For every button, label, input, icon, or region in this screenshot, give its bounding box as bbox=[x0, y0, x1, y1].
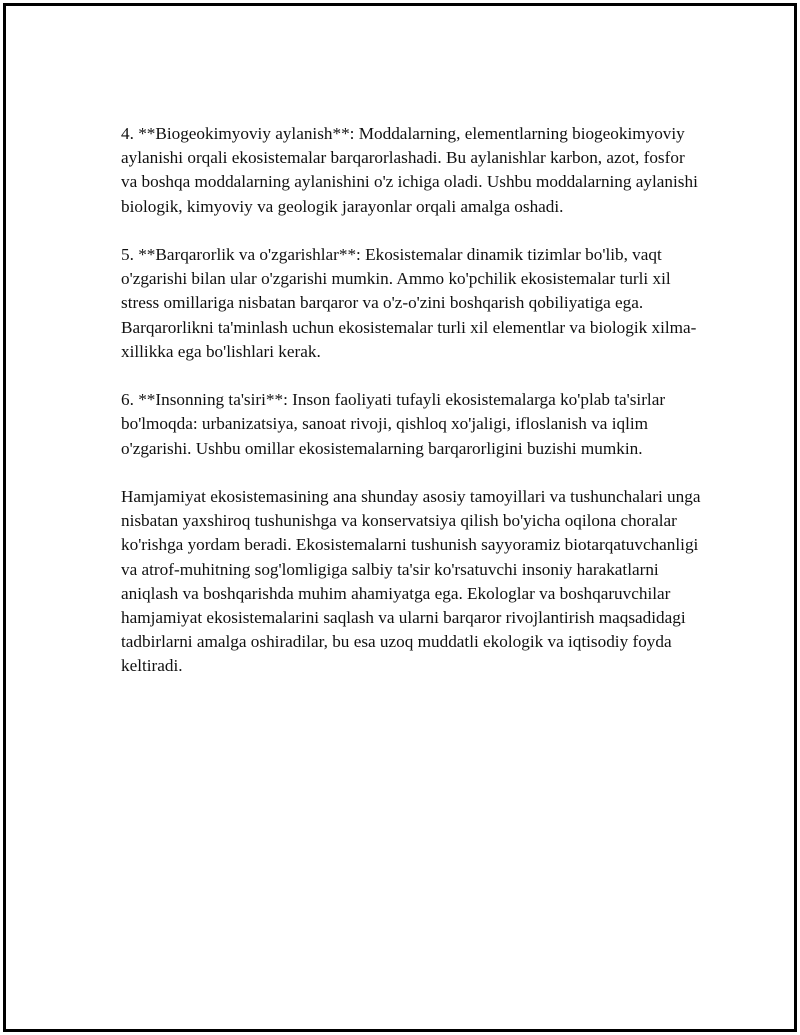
paragraph-human-impact: 6. **Insonning ta'siri**: Inson faoliyati tufayli ekosistemalarga ko'plab ta'sirlar bo'lmoqda: urbanizatsiya, sanoat rivoji, qishloq xo'jaligi, ifloslanish va iqlim o'zgarishi. Ushbu omillar ekosistemalarning barqarorligini buzishi mumkin. bbox=[121, 390, 666, 458]
paragraph-conclusion: Hamjamiyat ekosistemasining ana shunday asosiy tamoyillari va tushunchalari unga nisbatan yaxshiroq tushunishga va konservatsiya qilish bo'yicha oqilona choralar ko'rishga yordam beradi. Ekosistemalarni tushunish sayyoramiz biotarqatuvchanligi va atrof-muhitning sog'lomligiga salbiy ta'sir ko'rsatuvchi insoniy harakatlarni aniqlash va boshqarishda muhim ahamiyatga ega. Ekologlar va boshqaruvchilar hamjamiyat ekosistemalarini saqlash va ularni barqaror rivojlantirish maqsadidagi tadbirlarni amalga oshiradilar, bu esa uzoq muddatli ekologik va iqtisodiy foyda keltiradi. bbox=[121, 487, 701, 676]
document-body bbox=[121, 122, 701, 703]
paragraph-biogeochemical-cycle: 4. **Biogeokimyoviy aylanish**: Moddalarning, elementlarning biogeokimyoviy aylanishi orqali ekosistemalar barqarorlashadi. Bu aylanishlar karbon, azot, fosfor va boshqa moddalarning aylanishini o'z ichiga oladi. Ushbu moddalarning aylanishi biologik, kimyoviy va geologik jarayonlar orqali amalga oshadi. bbox=[121, 124, 698, 216]
paragraph-stability-and-change: 5. **Barqarorlik va o'zgarishlar**: Ekosistemalar dinamik tizimlar bo'lib, vaqt o'zgarishi bilan ular o'zgarishi mumkin. Ammo ko'pchilik ekosistemalar turli xil stress omillariga nisbatan barqaror va o'z-o'zini boshqarish qobiliyatiga ega. Barqarorlikni ta'minlash uchun ekosistemalar turli xil elementlar va biologik xilma-xillikka ega bo'lishlari kerak. bbox=[121, 245, 697, 361]
page-frame bbox=[3, 3, 797, 1032]
